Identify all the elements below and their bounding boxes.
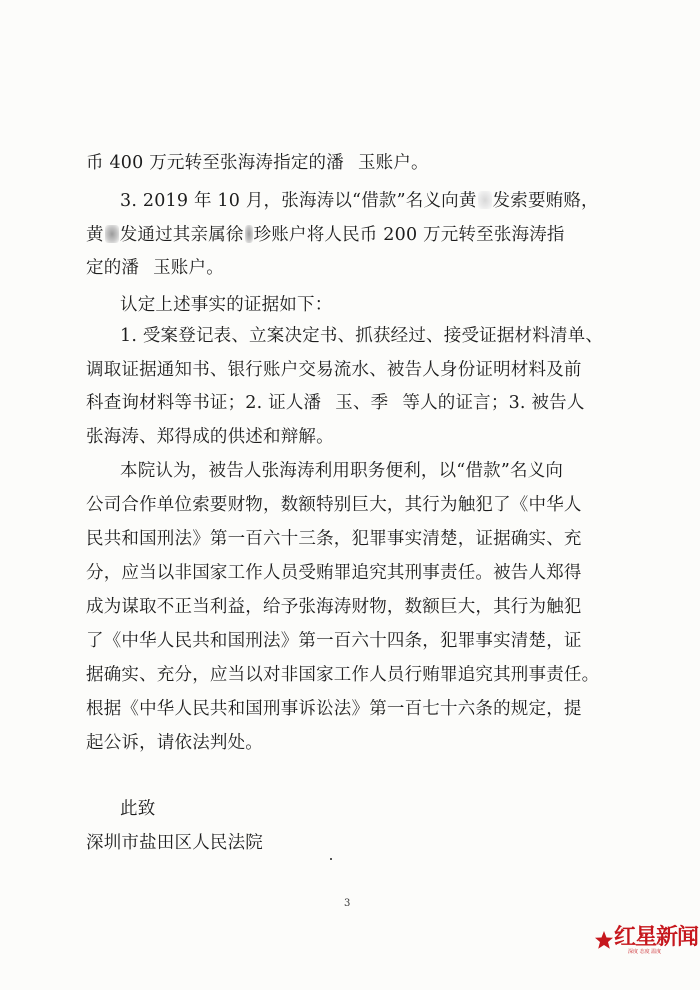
- scan-speck: [330, 858, 332, 860]
- text-line-12: 民共和国刑法》第一百六十三条，犯罪事实清楚，证据确实、充: [86, 529, 582, 549]
- text-line-17: 根据《中华人民共和国刑事诉讼法》第一百七十六条的规定，提: [86, 699, 582, 719]
- text-line-2: 3. 2019 年 10 月，张海涛以“借款”名义向黄 发索要贿赂，: [120, 191, 599, 211]
- news-watermark-icon: [594, 930, 614, 950]
- page-number: 3: [344, 898, 351, 909]
- text-line-3: 黄 发通过其亲属徐 珍账户将人民币 200 万元转至张海涛指: [86, 225, 565, 245]
- logo-tagline: 深度 态度 温度: [628, 949, 662, 955]
- text-line-7: 调取证据通知书、银行账户交易流水、被告人身份证明材料及前: [86, 360, 582, 380]
- text-line-5: 认定上述事实的证据如下：: [120, 295, 333, 315]
- text-line-8: 科查询材料等书证；2. 证人潘 玉、季 等人的证言；3. 被告人: [86, 393, 585, 413]
- text-line-6: 1. 受案登记表、立案决定书、抓获经过、接受证据材料清单、: [120, 326, 604, 346]
- text-line-15: 了《中华人民共和国刑法》第一百六十四条，犯罪事实清楚，证: [86, 631, 582, 651]
- red-star-news-logo: [594, 916, 700, 990]
- text-line-14: 成为谋取不正当利益，给予张海涛财物，数额巨大，其行为触犯: [86, 597, 582, 617]
- text-line-13: 分，应当以非国家工作人员受贿罪追究其刑事责任。被告人郑得: [86, 563, 582, 583]
- redaction-blur: [245, 225, 253, 243]
- text-line-16: 据确实、充分，应当以对非国家工作人员行贿罪追究其刑事责任。: [86, 665, 600, 685]
- logo-text: 红星新闻: [614, 925, 699, 950]
- text-line-11: 公司合作单位索要财物，数额特别巨大，其行为触犯了《中华人: [86, 495, 582, 515]
- text-line-10: 本院认为，被告人张海涛利用职务便利，以“借款”名义向: [120, 461, 564, 481]
- text-line-9: 张海涛、郑得成的供述和辩解。: [86, 427, 334, 447]
- redaction-blur: [105, 225, 119, 243]
- text-line-18: 起公诉，请依法判处。: [86, 733, 263, 753]
- text-line-1: 币 400 万元转至张海涛指定的潘 玉账户。: [86, 153, 429, 173]
- salutation: 此致: [120, 799, 156, 819]
- addressee-court: 深圳市盐田区人民法院: [86, 833, 263, 853]
- redaction-blur: [478, 191, 492, 209]
- text-line-4: 定的潘 玉账户。: [86, 258, 224, 278]
